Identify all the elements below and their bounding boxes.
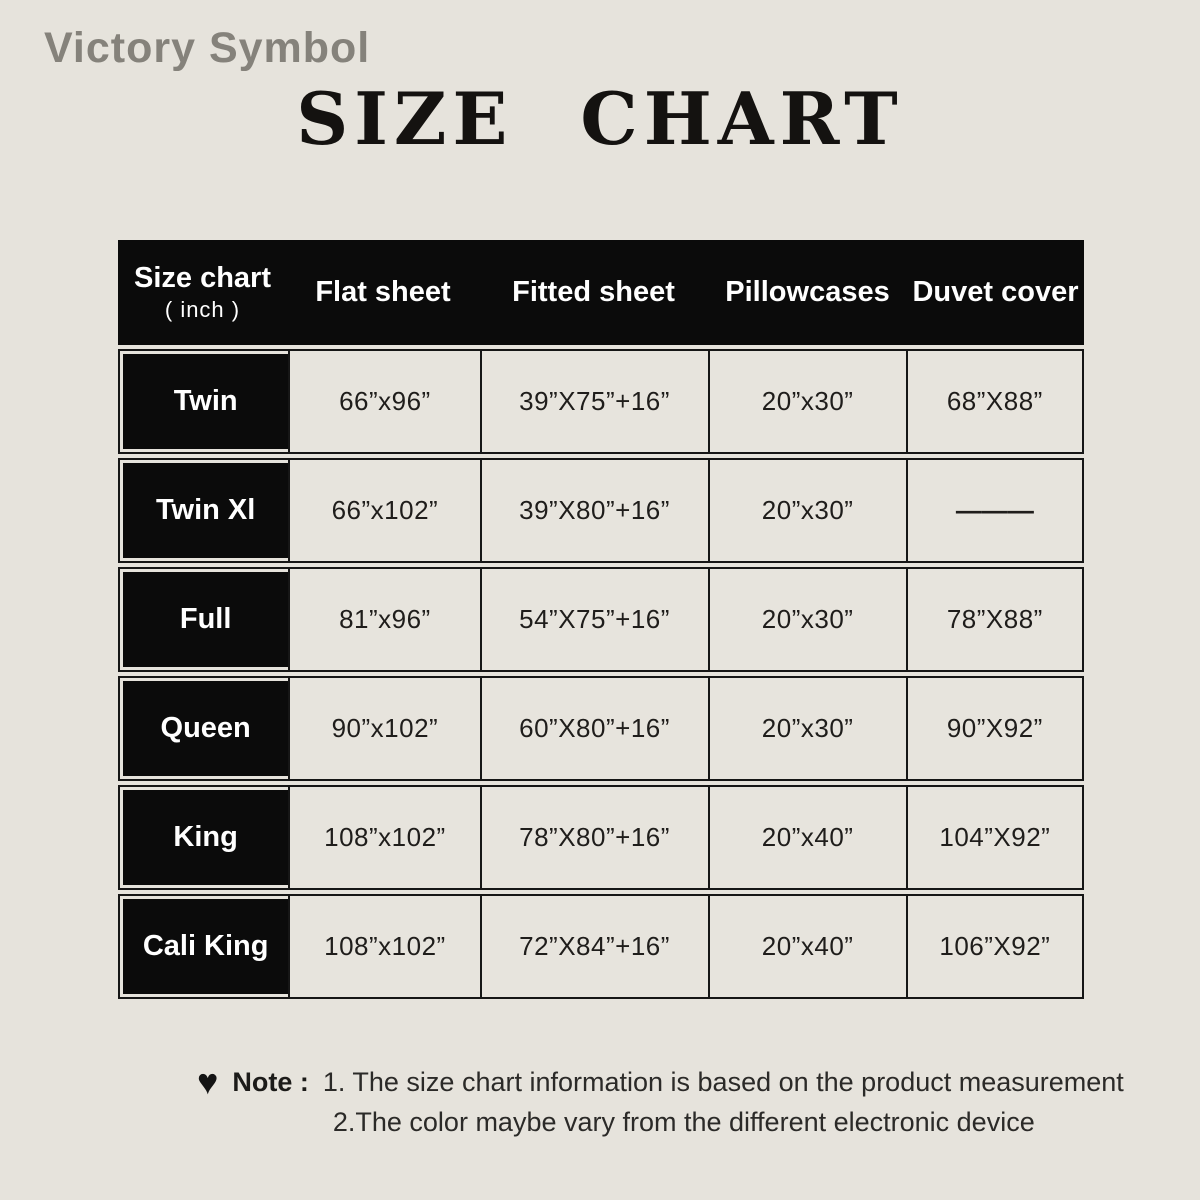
header-size-chart-unit: ( inch ): [164, 297, 241, 322]
header-size-chart-title: Size chart: [134, 262, 271, 294]
cell-queen-duvet-cover: 90”X92”: [906, 678, 1082, 779]
cell-king-duvet-cover: 104”X92”: [906, 787, 1082, 888]
cell-twin-flat-sheet: 66”x96”: [288, 351, 479, 452]
table-row-queen: [118, 676, 1084, 781]
cell-king-pillowcases: 20”x40”: [708, 787, 906, 888]
cell-twin-xl-duvet-cover: ———: [906, 460, 1082, 561]
cell-queen-fitted-sheet: 60”X80”+16”: [480, 678, 708, 779]
cell-full-flat-sheet: 81”x96”: [288, 569, 479, 670]
heart-icon: ♥: [197, 1061, 219, 1102]
cell-twin-fitted-sheet: 39”X75”+16”: [480, 351, 708, 452]
cell-twin-duvet-cover: 68”X88”: [906, 351, 1082, 452]
cell-full-pillowcases: 20”x30”: [708, 569, 906, 670]
note-lines: [323, 1062, 1124, 1142]
table-row-cali-king: [118, 894, 1084, 999]
header-duvet-cover: Duvet cover: [912, 276, 1079, 308]
cell-cali-king-fitted-sheet: 72”X84”+16”: [480, 896, 708, 997]
cell-queen-pillowcases: 20”x30”: [708, 678, 906, 779]
brand-logo: Victory Symbol: [44, 24, 371, 72]
cell-twin-xl-pillowcases: 20”x30”: [708, 460, 906, 561]
table-row-twin: [118, 349, 1084, 454]
table-header-row: [118, 240, 1084, 345]
row-label-twin: Twin: [123, 354, 288, 449]
table-row-full: [118, 567, 1084, 672]
row-label-queen: Queen: [123, 681, 288, 776]
cell-cali-king-flat-sheet: 108”x102”: [288, 896, 479, 997]
note-label: Note :: [232, 1067, 309, 1097]
cell-queen-flat-sheet: 90”x102”: [288, 678, 479, 779]
cell-twin-pillowcases: 20”x30”: [708, 351, 906, 452]
table-row-twin-xl: [118, 458, 1084, 563]
cell-twin-xl-flat-sheet: 66”x102”: [288, 460, 479, 561]
cell-full-duvet-cover: 78”X88”: [906, 569, 1082, 670]
header-size-chart: [118, 262, 287, 323]
row-label-king: King: [123, 790, 288, 885]
page-title: SIZE CHART: [296, 76, 904, 161]
cell-king-flat-sheet: 108”x102”: [288, 787, 479, 888]
note-line-1: 1. The size chart information is based on the product measurement: [322, 1067, 1124, 1097]
cell-cali-king-pillowcases: 20”x40”: [708, 896, 906, 997]
cell-twin-xl-fitted-sheet: 39”X80”+16”: [480, 460, 708, 561]
header-flat-sheet: Flat sheet: [315, 276, 451, 308]
table-row-king: [118, 785, 1084, 890]
size-chart-table: [118, 240, 1084, 999]
note-section: [197, 1062, 1124, 1142]
row-label-full: Full: [123, 572, 288, 667]
header-fitted-sheet: Fitted sheet: [512, 276, 675, 308]
row-label-cali-king: Cali King: [123, 899, 288, 994]
cell-king-fitted-sheet: 78”X80”+16”: [480, 787, 708, 888]
header-pillowcases: Pillowcases: [725, 276, 890, 308]
cell-full-fitted-sheet: 54”X75”+16”: [480, 569, 708, 670]
row-label-twin-xl: Twin Xl: [123, 463, 288, 558]
note-line-2: 2.The color maybe vary from the different electronic device: [332, 1107, 1035, 1137]
cell-cali-king-duvet-cover: 106”X92”: [906, 896, 1082, 997]
